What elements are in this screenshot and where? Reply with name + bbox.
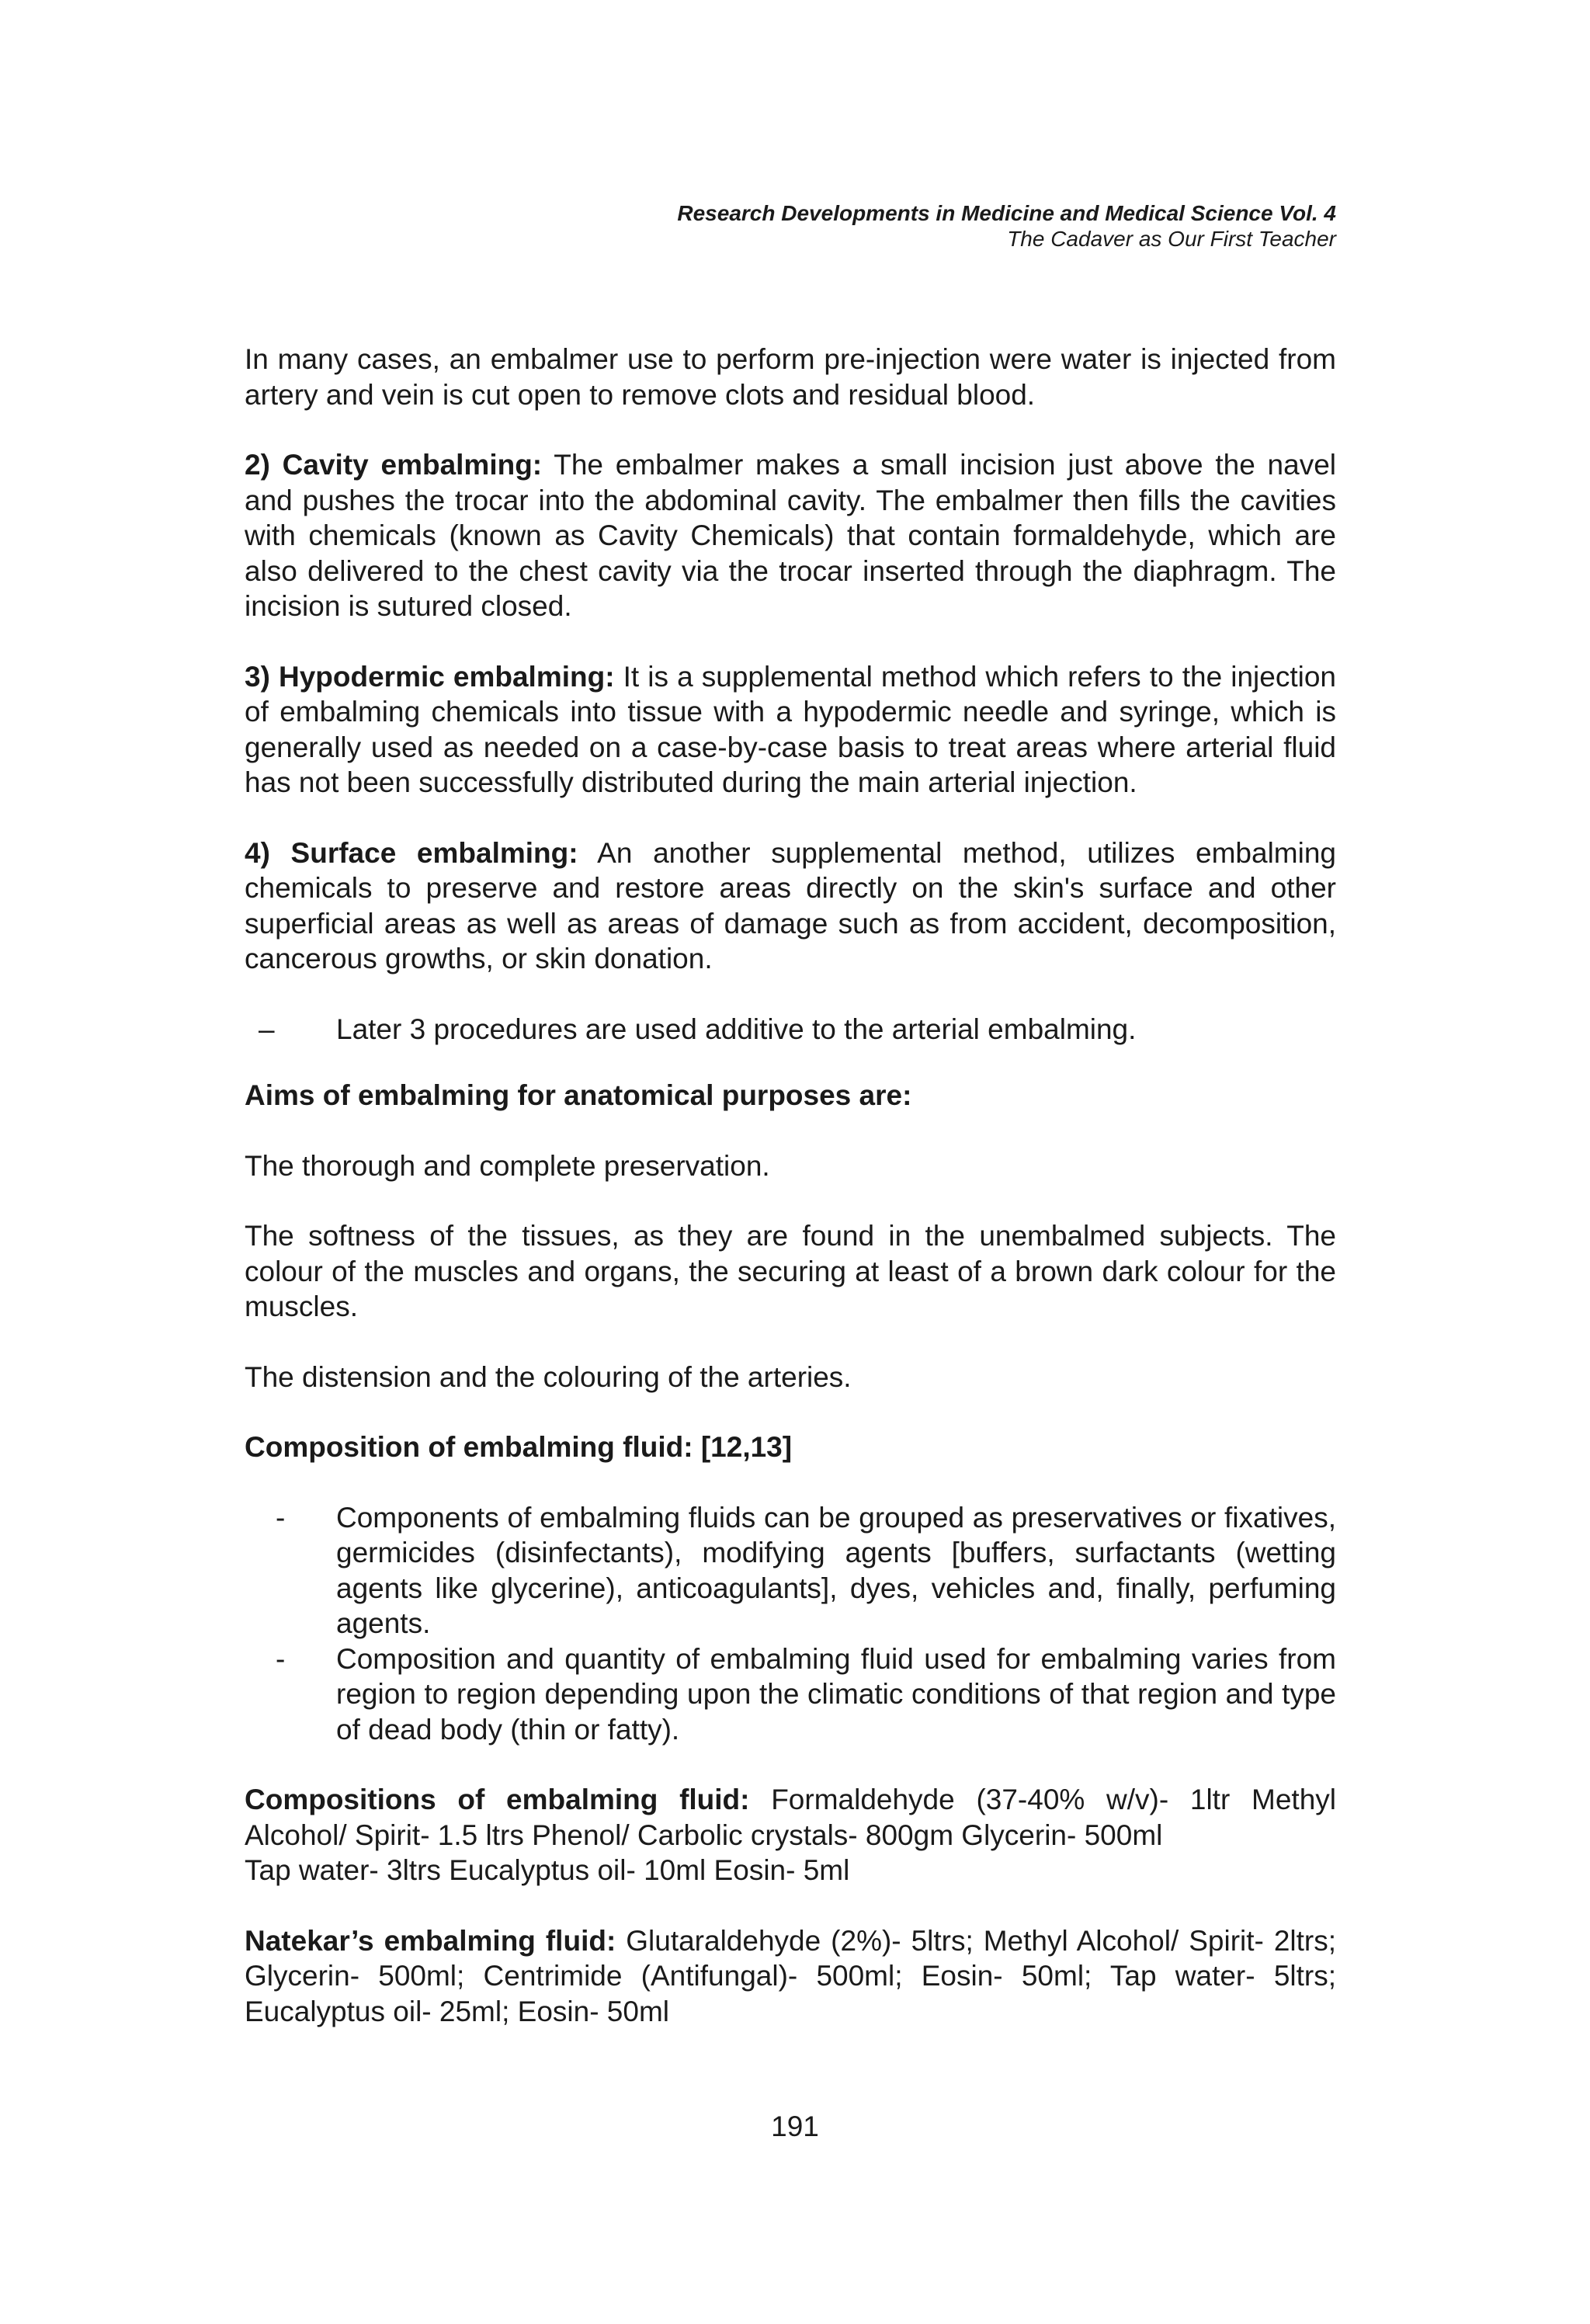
surface-embalming-text: An another supplemental method, utilizes embalming chemicals to preserve and restore areas directly on the skin's surface and other superficial areas as well as areas of damage such as from accident, decomposition, cancerous growths, or skin donation.: [245, 836, 1336, 974]
surface-embalming-paragraph: [245, 835, 1336, 977]
aim-preservation: The thorough and complete preservation.: [245, 1149, 770, 1182]
compositions-paragraph: [245, 1782, 1336, 1888]
intro-text: In many cases, an embalmer use to perform pre-injection were water is injected from artery and vein is cut open to remove clots and residual blood.: [245, 343, 1336, 411]
cavity-embalming-label: 2) Cavity embalming:: [245, 449, 543, 481]
page-body: [245, 342, 1336, 2064]
composition-list: [245, 1500, 1336, 1748]
list-item: [245, 1641, 1336, 1748]
journal-title: Research Developments in Medicine and Medical Science Vol. 4: [677, 201, 1336, 225]
natekar-paragraph: [245, 1923, 1336, 2030]
chapter-title: The Cadaver as Our First Teacher: [1007, 227, 1336, 251]
compositions-text-1: Formaldehyde (37-40% w/v)- 1ltr Methyl Alcohol/ Spirit- 1.5 ltrs Phenol/ Carbolic crystals- 800gm Glycerin- 500ml: [245, 1784, 1336, 1851]
natekar-label: Natekar’s embalming fluid:: [245, 1924, 616, 1957]
cavity-embalming-text: The embalmer makes a small incision just above the navel and pushes the trocar into the abdominal cavity. The embalmer then fills the cavities with chemicals (known as Cavity Chemicals) that contain formaldehyde, which are also delivered to the chest cavity via the trocar inserted through the diaphragm. The incision is sutured closed.: [245, 449, 1336, 622]
hypodermic-embalming-paragraph: [245, 659, 1336, 801]
list-dash: -: [276, 1642, 286, 1675]
natekar-text: Glutaraldehyde (2%)- 5ltrs; Methyl Alcohol/ Spirit- 2ltrs; Glycerin- 500ml; Centrimide (Antifungal)- 500ml; Eosin- 50ml; Tap water- 5ltrs; Eucalyptus oil- 25ml; Eosin- 50ml: [245, 1924, 1337, 2027]
later-procedures-text: Later 3 procedures are used additive to the arterial embalming.: [336, 1013, 1137, 1045]
surface-embalming-label: 4) Surface embalming:: [245, 836, 578, 869]
composition-heading: Composition of embalming fluid: [12,13]: [245, 1431, 793, 1463]
list-item-text: Components of embalming fluids can be grouped as preservatives or fixatives, germicides (disinfectants), modifying agents [buffers, surfactants (wetting agents like glycerine), anticoagulants], dyes, vehicles and, finally, perfuming agents.: [336, 1501, 1336, 1639]
hypodermic-embalming-text: It is a supplemental method which refers to the injection of embalming chemicals into tissue with a hypodermic needle and syringe, which is generally used as needed on a case-by-case basis to treat areas where arterial fluid has not been successfully distributed during the main arterial injection.: [245, 660, 1336, 798]
aim-softness: The softness of the tissues, as they are found in the unembalmed subjects. The colour of the muscles and organs, the securing at least of a brown dark colour for the muscles.: [245, 1220, 1336, 1322]
hypodermic-embalming-label: 3) Hypodermic embalming:: [245, 660, 615, 693]
later-procedures-note: [245, 1012, 1336, 1047]
running-header: [677, 200, 1336, 252]
compositions-label: Compositions of embalming fluid:: [245, 1784, 750, 1815]
page-number: 191: [771, 2110, 819, 2142]
intro-paragraph: [245, 342, 1336, 412]
list-item-text: Composition and quantity of embalming fluid used for embalming varies from region to region depending upon the climatic conditions of that region and type of dead body (thin or fatty).: [336, 1642, 1336, 1746]
cavity-embalming-paragraph: [245, 447, 1336, 624]
compositions-text-2: Tap water- 3ltrs Eucalyptus oil- 10ml Eosin- 5ml: [245, 1854, 850, 1886]
dash-mark: –: [259, 1013, 275, 1045]
aim-distension: The distension and the colouring of the arteries.: [245, 1360, 852, 1393]
list-item: [245, 1500, 1336, 1641]
aims-heading: Aims of embalming for anatomical purposes are:: [245, 1079, 912, 1111]
list-dash: -: [276, 1501, 286, 1534]
